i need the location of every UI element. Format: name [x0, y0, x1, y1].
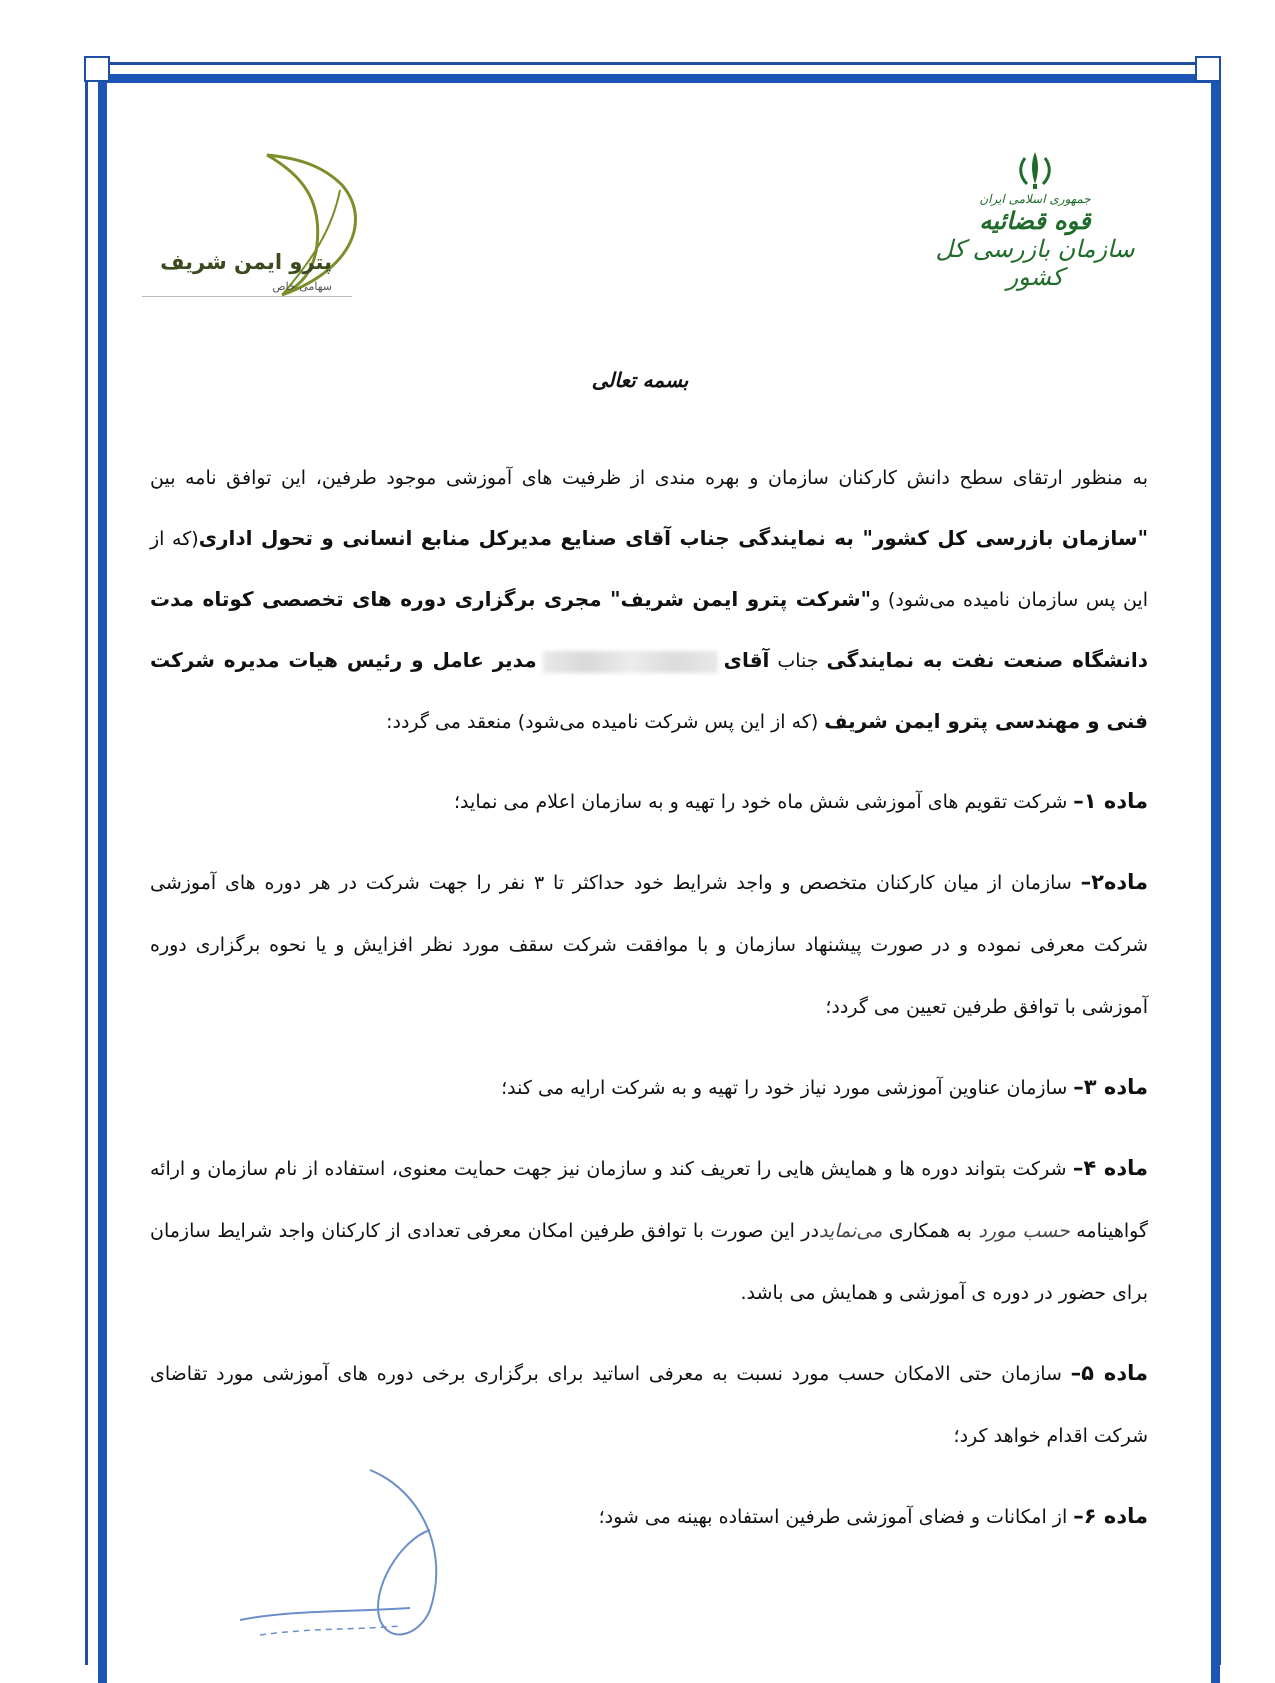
article-text: سازمان عناوین آموزشی مورد نیاز خود را تهیه و به شرکت ارایه می کند؛ [501, 1077, 1074, 1099]
agreement-body [150, 448, 1148, 1548]
intro-text-2: (که از این پس سازمان نامیده می‌شود) و [150, 528, 1148, 611]
logo-line-judiciary: قوه قضائیه [979, 206, 1091, 235]
article-text: از امکانات و فضای آموزشی طرفین استفاده بهینه می شود؛ [598, 1506, 1074, 1528]
corner-ornament-right [1195, 56, 1221, 82]
judiciary-logo [920, 150, 1150, 320]
article-text: شرکت تقویم های آموزشی شش ماه خود را تهیه و به سازمان اعلام می نماید؛ [454, 791, 1074, 813]
intro-bold-1: "سازمان بازرسی کل کشور" به نمایندگی جناب آقای صنایع مدیرکل منابع انسانی و تحول اداری [198, 526, 1148, 550]
intro-paragraph [150, 448, 1148, 752]
article-text: سازمان حتی الامکان حسب مورد نسبت به معرفی اساتید برای برگزاری برخی دوره های آموزشی مورد تقاضای شرکت اقدام خواهد کرد؛ [150, 1363, 1148, 1447]
article-4 [150, 1137, 1148, 1324]
article-1 [150, 770, 1148, 833]
leaf-icon [262, 150, 372, 300]
article-text-2: به همکاری [882, 1220, 979, 1242]
article-number: ماده ۶– [1073, 1504, 1148, 1528]
logo-line-organization: سازمان بازرسی کل کشور [935, 235, 1135, 291]
intro-bold-3: آقای [723, 648, 770, 672]
signature-mark [230, 1460, 490, 1650]
corner-ornament-left [84, 56, 110, 82]
article-number: ماده ۴– [1072, 1156, 1148, 1180]
article-number: ماده ۱– [1073, 789, 1148, 813]
handwritten-insert: حسب مورد [978, 1220, 1070, 1242]
article-text: شرکت بتواند دوره ها و همایش هایی را تعریف کند و سازمان نیز جهت حمایت معنوی، استفاده از نام سازمان و ارائه گواهینامه [150, 1158, 1149, 1242]
company-logo [142, 150, 392, 310]
company-subtitle: سهامی خاص [272, 280, 332, 293]
article-text-3: در این صورت با توافق طرفین امکان معرفی تعدادی از کارکنان واجد شرایط سازمان برای حضور در دوره ی آموزشی و همایش می باشد. [150, 1220, 1148, 1304]
article-text: سازمان از میان کارکنان متخصص و واجد شرایط خود حداکثر تا ۳ نفر را جهت شرکت در هر دوره های آموزشی شرکت معرفی نموده و در صورت پیشنهاد سازمان و با موافقت شرکت سقف مورد نظر افزایش و یا نحوه برگزاری دوره آموزشی با توافق طرفین تعیین می گردد؛ [150, 872, 1148, 1018]
intro-bold-4: مدیر عامل و رئیس هیات مدیره شرکت فنی و مهندسی پترو ایمن شریف [150, 648, 1148, 733]
article-number: ماده ۳– [1073, 1075, 1148, 1099]
logo-divider [142, 296, 352, 297]
article-number: ماده ۵– [1070, 1361, 1148, 1385]
article-3 [150, 1056, 1148, 1119]
redacted-name [543, 651, 718, 673]
iran-emblem-icon [1013, 150, 1057, 190]
intro-text-1: به منظور ارتقای سطح دانش کارکنان سازمان و بهره مندی از ظرفیت های آموزشی موجود طرفین، این توافق نامه بین [150, 467, 1148, 489]
invocation-heading: بسمه تعالی [591, 368, 689, 392]
company-name: پترو ایمن شریف [160, 250, 332, 274]
logo-line-country: جمهوری اسلامی ایران [979, 192, 1091, 206]
intro-text-4: (که از این پس شرکت نامیده می‌شود) منعقد می گردد: [386, 711, 825, 733]
article-2 [150, 851, 1148, 1038]
handwritten-insert-2: می‌نماید [818, 1220, 883, 1242]
article-number: ماده۲– [1080, 870, 1149, 894]
intro-bold-2: "شرکت پترو ایمن شریف" مجری برگزاری دوره های تخصصی کوتاه مدت دانشگاه صنعت نفت به نمایندگی [150, 587, 1148, 672]
article-5 [150, 1342, 1148, 1467]
intro-text-3: جناب [769, 650, 827, 672]
